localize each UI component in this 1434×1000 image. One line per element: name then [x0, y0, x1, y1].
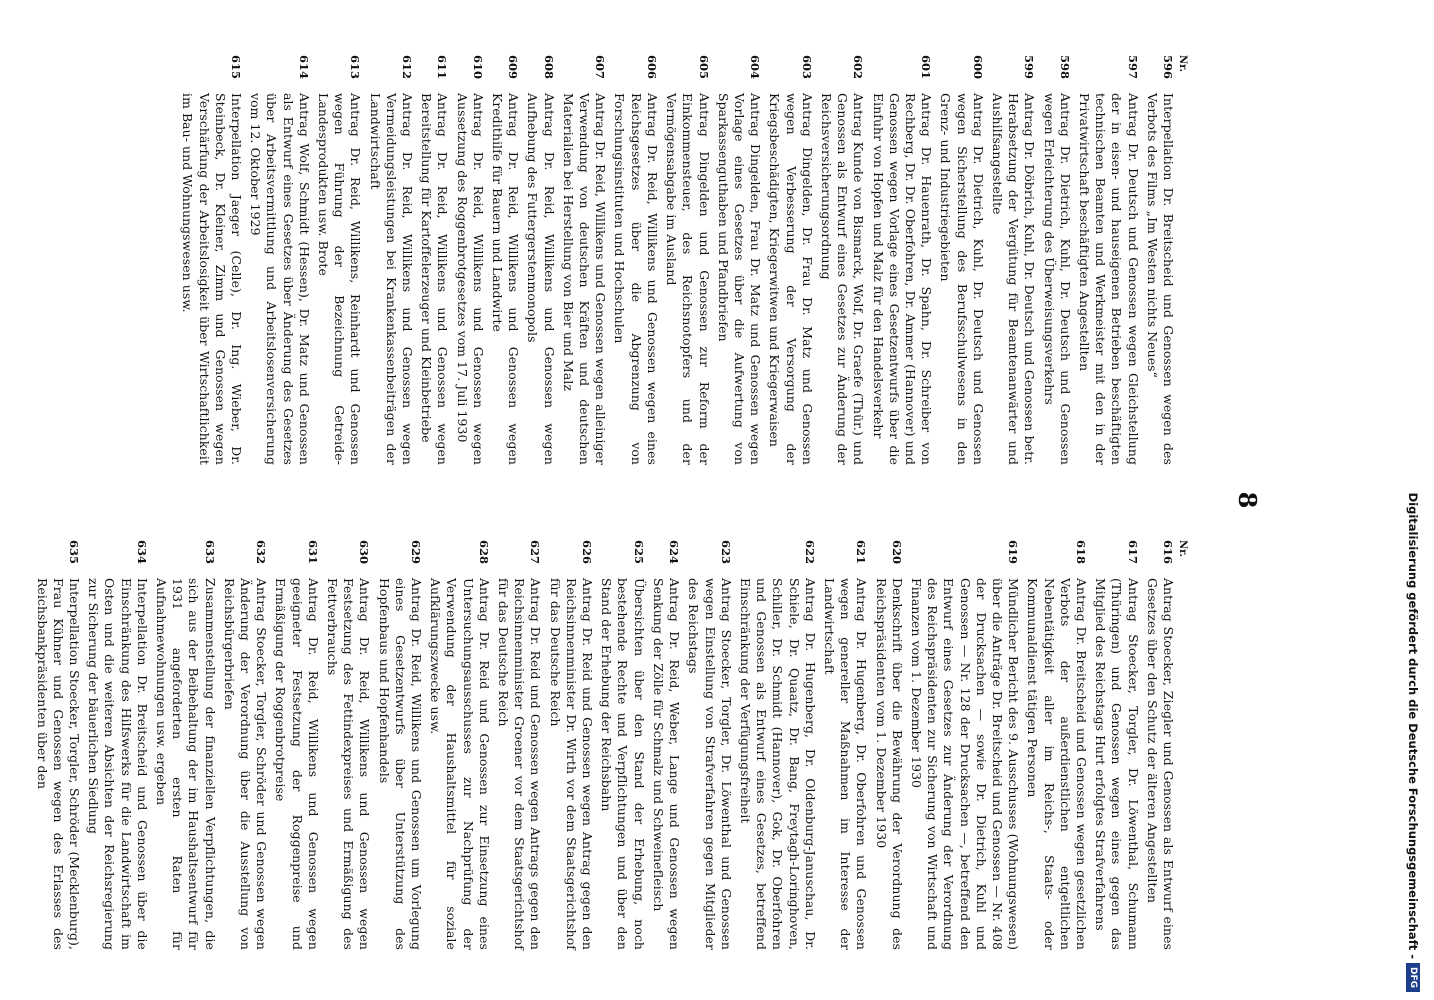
document-entry	[685, 540, 734, 950]
document-entry	[546, 540, 595, 950]
entry-number: 621	[854, 540, 869, 565]
right-entries-list	[33, 540, 1176, 950]
entry-number: 618	[1073, 540, 1088, 565]
entry-number: 612	[400, 55, 415, 80]
document-entry	[818, 55, 867, 465]
entry-number: 606	[644, 55, 659, 80]
entry-text: Antrag Dr. Reid, Willikens, Reinhardt und Genossen wegen Führung der Bezeichnung Getreide-Landesprodukten usw. Brote	[316, 93, 364, 465]
document-entry	[766, 55, 815, 465]
entry-number: 603	[799, 55, 814, 80]
document-entry	[427, 540, 492, 950]
entry-text: Antrag Dr. Reid, Willikens und Genossen um Vorlegung eines Gesetzentwurfs über Unterstützung des Hopfenbaus und Hopfenhandels	[376, 578, 425, 950]
document-entry	[560, 55, 609, 465]
document-entry	[872, 540, 904, 950]
entry-number: 604	[748, 55, 763, 80]
document-entry	[247, 55, 312, 465]
entry-number: 601	[919, 55, 934, 80]
entry-text: Interpellation Dr. Breitscheid und Genossen wegen des Verbots des Films „Im Westen nichts Neues“	[1144, 93, 1176, 465]
document-entry	[715, 55, 764, 465]
entry-number: 617	[1125, 540, 1140, 565]
entry-number: 626	[580, 540, 595, 565]
document-entry	[1092, 540, 1141, 950]
document-entry	[611, 55, 660, 465]
document-entry	[324, 540, 373, 950]
document-entry	[650, 540, 682, 950]
entry-text: Antrag Dr. Reid, Willikens und Genossen wegen Aufhebung des Futtergerstenmonopols	[525, 93, 557, 465]
entry-number: 613	[348, 55, 363, 80]
entry-text: Antrag Dr. Hugenberg, Dr. Oberfohren und Genossen wegen genereller Maßnahmen im Interesse der Landwirtschaft	[821, 578, 870, 950]
left-column	[176, 55, 1190, 465]
entry-text: Interpellation Dr. Breitscheid und Genossen über die Einschränkung des Hilfswerks für die Landwirtschaft im Osten und die weiteren Absichten der Reichsregierung zur Sicherung der bäuerlichen Siedlung	[86, 578, 150, 950]
entry-number: 597	[1125, 55, 1140, 80]
footer-credit-text: Digitalisierung gefördert durch die Deutsche Forschungsgemeinschaft -	[1406, 492, 1420, 959]
entry-text: Antrag Dr. Reid, Willikens und Genossen wegen Vermeidungsleistungen bei Krankenkassenbeiträgen der Landwirtschaft	[367, 93, 416, 465]
entry-text: Antrag Stoecker, Ziegler und Genossen als Entwurf eines Gesetzes über den Schutz der älteren Angestellten	[1144, 578, 1176, 950]
entry-number: 607	[593, 55, 608, 80]
entry-text: Antrag Dr. Reid, Weber, Lange und Genossen wegen Senkung der Zölle für Schmalz und Schweinefleisch	[650, 578, 683, 950]
entry-text: Denkschrift über die Bewährung der Verordnung des Reichspräsidenten vom 1. Dezember 1930	[873, 578, 905, 950]
left-entries-list	[179, 55, 1176, 465]
entry-text: Antrag Stoecker, Torgler, Dr. Löwenthal, Schumann (Thüringen) und Genossen wegen eines gegen das Mitglied des Reichstags Hurt erfolgtes Strafverfahrens	[1093, 578, 1141, 950]
entry-text: Antrag Stoecker, Torgler, Dr. Löwenthal und Genossen wegen Einstellung von Strafverfahren gegen Mitglieder des Reichstags	[686, 578, 734, 950]
document-entry	[1024, 540, 1089, 950]
document-entry	[1076, 55, 1141, 465]
entry-text: Mündlicher Bericht des 9. Ausschusses (Wohnungswesen) über die Anträge Dr. Breitscheid und Genossen — Nr. 408 der Drucksachen — sowie Dr. Dietrich, Kuhl und Genossen — Nr. 128 der Drucksachen —, betreffend den Entwurf eines Gesetzes zur Änderung der Verordnung des Reichspräsidenten zur Sicherung von Wirtschaft und Finanzen vom 1. Dezember 1930	[908, 578, 1022, 950]
entry-text: Übersichten über den Stand der Erhebung, noch bestehende Rechte und Verpflichtungen und über den Stand der Erhebung der Reichsbahn	[599, 578, 647, 950]
entry-number: 635	[67, 540, 81, 565]
entry-number: 620	[889, 540, 904, 565]
document-entry	[33, 540, 82, 950]
entry-number: 610	[470, 55, 485, 80]
entry-text: Antrag Kunde von Bismarck, Wolf, Dr. Graefe (Thür.) und Genossen als Entwurf eines Gesetzes zur Änderung der Reichsversicherungsordnung	[818, 93, 867, 465]
document-entry	[937, 55, 986, 465]
entry-number: 634	[134, 540, 149, 565]
document-entry	[85, 540, 150, 950]
entry-text: Antrag Dr. Reid, Willikens und Genossen wegen Kredithilfe für Bauern und Landwirte	[490, 93, 522, 465]
footer-bar	[1400, 0, 1426, 1000]
document-entry	[1144, 540, 1176, 950]
document-entry	[315, 55, 364, 465]
entry-text: Antrag Dr. Dietrich, Kuhl, Dr. Deutsch und Genossen wegen Sicherstellung des Berufsschulwesens in den Grenz- und Industriegebieten	[938, 93, 986, 465]
document-entry	[366, 55, 415, 465]
entry-number: 633	[202, 540, 217, 565]
entry-number: 611	[435, 55, 450, 80]
dfg-logo: DFG	[1406, 963, 1420, 992]
entry-number: 600	[970, 55, 985, 80]
entry-number: 602	[851, 55, 866, 80]
document-entry	[869, 55, 934, 465]
document-entry	[524, 55, 556, 465]
column-header-right: Nr.	[1177, 540, 1188, 557]
document-entry	[1040, 55, 1072, 465]
entry-text: Antrag Dr. Reid, Willikens und Genossen wegen Aussetzung des Roggenbrotgesetzes vom 17. Juli 1930	[454, 93, 486, 465]
entry-text: Antrag Dr. Hugenberg, Dr. Oldenburg-Januschau, Dr. Schiele, Dr. Quaatz, Dr. Bang, Freytagh-Loringhoven, Schiller, Dr. Schmidt (Hannover), Gok, Dr. Oberfohren und Genossen als Entwurf eines Gesetzes, betreffend Einschränkung der Verfügungsfreiheit	[737, 578, 818, 950]
entry-text: Antrag Dr. Reid und Genossen wegen Antrag gegen den Reichsinnenminister Dr. Wirth vor dem Staatsgerichtshof für das Deutsche Reich	[547, 578, 596, 950]
entry-number: 624	[667, 540, 682, 565]
entry-number: 628	[476, 540, 491, 565]
entry-number: 627	[528, 540, 543, 565]
entry-number: 614	[296, 55, 311, 80]
entry-number: 616	[1161, 540, 1175, 565]
entry-text: Interpellation Stoecker, Torgler, Schröder (Mecklenburg), Frau Kühner und Genossen wegen des Erlasses des Reichsbankpräsidenten über den	[34, 578, 82, 950]
column-header-left: Nr.	[1177, 55, 1188, 72]
document-entry	[179, 55, 244, 465]
entry-number: 632	[254, 540, 269, 565]
entry-text: Antrag Dr. Reid, Willikens und Genossen wegen geeigneter Festsetzung der Roggenpreise und Ermäßigung der Roggenbrotpreise	[273, 578, 321, 950]
entry-text: Antrag Stoecker, Torgler, Schröder und Genossen wegen Änderung der Verordnung über die Ausstellung von Reichsbürgerbriefen	[221, 578, 270, 950]
entry-number: 608	[541, 55, 556, 80]
entry-text: Antrag Wolf, Schmidt (Hessen), Dr. Matz und Genossen als Entwurf eines Gesetzes über Änderung des Gesetzes über Arbeitsvermittlung und Arbeitslosenversicherung vom 12. Oktober 1929	[248, 93, 312, 465]
entry-text: Antrag Dr. Reid, Willikens und Genossen wegen Festsetzung des Fettindexpreises und Ermäßigung des Fettverbrauchs	[325, 578, 373, 950]
entry-text: Antrag Dr. Hauenrath, Dr. Spahn, Dr. Schreiber von Rechberg, Dr. Dr. Oberfohren, Dr. Ammer (Hannover) und Genossen wegen Vorlage eines Gesetzentwurfs über die Einfuhr von Hopfen und Malz für den Handelsverkehr	[870, 93, 935, 465]
entry-number: 605	[696, 55, 711, 80]
entry-text: Antrag Dr. Deutsch und Genossen wegen Gleichstellung der in eisen- und hauseigenen Betrieben beschäftigten technischen Beamten und Werkmeister mit den in der Privatwirtschaft beschäftigten Angestellten	[1076, 93, 1141, 465]
document-entry	[908, 540, 1021, 950]
entry-number: 622	[802, 540, 817, 565]
entry-text: Zusammenstellung der finanziellen Verpflichtungen, die sich aus der Beibehaltung der im Haushaltsentwurf für 1931 angeforderten ersten Raten für Aufnahmewohnungen usw. ergeben	[154, 578, 218, 950]
document-entry	[598, 540, 647, 950]
entry-text: Antrag Dingelden, Dr. Frau Dr. Matz und Genossen wegen Verbesserung der Versorgung der Kriegsbeschädigten, Kriegerwitwen und Kriegerwaisen	[767, 93, 815, 465]
entry-text: Antrag Dr. Reid und Genossen zur Einsetzung eines Untersuchungsausschusses zur Nachprüfung der Verwendung der Haushaltsmittel für soziale Aufklärungszwecke usw.	[428, 578, 492, 950]
entry-number: 609	[506, 55, 521, 80]
document-entry	[375, 540, 424, 950]
entry-text: Antrag Dr. Reid, Willikens und Genossen wegen alleiniger Verwendung von deutschen Kräften und deutschen Materialien bei Herstellung von Bier und Malz	[560, 93, 609, 465]
document-entry	[418, 55, 450, 465]
document-entry	[495, 540, 544, 950]
page-number: 8	[1233, 491, 1262, 509]
document-entry	[821, 540, 870, 950]
entry-number: 630	[357, 540, 372, 565]
entry-number: 598	[1057, 55, 1072, 80]
entry-text: Antrag Dr. Dietrich, Kuhl, Dr. Deutsch und Genossen wegen Erleichterung des Überweisungsverkehrs	[1041, 93, 1073, 465]
document-entry	[737, 540, 818, 950]
document-entry	[153, 540, 218, 950]
footer-text-wrap	[1400, 0, 1426, 1000]
entry-text: Antrag Dr. Reid, Willikens und Genossen wegen Bereitstellung für Kartoffelerzeuger und Kleinbetriebe	[419, 93, 451, 465]
entry-number: 615	[229, 55, 244, 80]
entry-number: 596	[1161, 55, 1175, 80]
entry-text: Interpellation Jaeger (Celle), Dr. Ing. Wieber, Dr. Steinbeck, Dr. Kleiner, Zimm und Genossen wegen Verschärfung der Arbeitslosigkeit über Wirtschaftlichkeit im Bau- und Wohnungswesen usw.	[180, 93, 245, 465]
entry-text: Antrag Dr. Döbrich, Kuhl, Dr. Deutsch und Genossen betr. Herabsetzung der Vergütung für Beamtenanwärter und Aushilfsangestellte	[989, 93, 1038, 465]
entry-number: 631	[305, 540, 320, 565]
document-entry	[1144, 55, 1176, 465]
document-entry	[272, 540, 321, 950]
document-entry	[489, 55, 521, 465]
entry-number: 623	[718, 540, 733, 565]
entry-text: Antrag Dingelden und Genossen zur Reform der Einkommensteuer, des Reichsnotopfers und der Vermögensabgabe im Ausland	[664, 93, 712, 465]
document-entry	[453, 55, 485, 465]
entry-text: Antrag Dingelden, Frau Dr. Matz und Genossen wegen Vorlage eines Gesetzes über die Aufwertung von Sparkassenguthaben und Pfandbriefen	[715, 93, 764, 465]
entry-text: Antrag Dr. Reid, Willikens und Genossen wegen eines Reichsgesetzes über die Abgrenzung von Forschungsinstituten und Hochschulen	[612, 93, 660, 465]
document-entry	[221, 540, 270, 950]
entry-number: 599	[1022, 55, 1037, 80]
document-entry	[663, 55, 712, 465]
right-column	[30, 540, 1190, 950]
entry-text: Antrag Dr. Breitscheid und Genossen wegen gesetzlichen Verbots der außerdienstlichen entgeltlichen Nebentätigkeit aller im Reichs-, Staats- oder Kommunaldienst tätigen Personen	[1025, 578, 1089, 950]
entry-number: 619	[1006, 540, 1021, 565]
entry-number: 629	[409, 540, 424, 565]
entry-number: 625	[631, 540, 646, 565]
entry-text: Antrag Dr. Reid und Genossen wegen Antrags gegen den Reichsinnenminister Groener vor dem Staatsgerichtshof für das Deutsche Reich	[496, 578, 544, 950]
document-entry	[989, 55, 1038, 465]
